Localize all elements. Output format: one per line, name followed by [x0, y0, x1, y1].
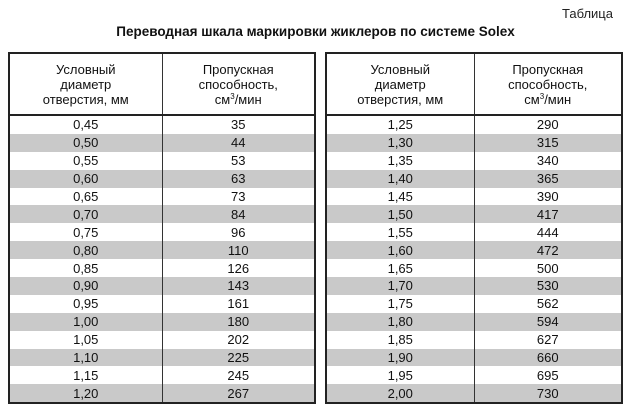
diameter-cell: 1,65 [327, 259, 474, 277]
diameter-cell: 0,45 [10, 115, 162, 134]
diameter-header-line2: диаметр [374, 76, 426, 92]
table-row [10, 366, 314, 384]
flow-cell: 340 [474, 152, 621, 170]
flow-cell: 660 [474, 349, 621, 367]
table-row [327, 223, 621, 241]
diameter-cell: 0,70 [10, 205, 162, 223]
flow-unit-rest: /мин [544, 91, 572, 107]
flow-cell: 225 [162, 349, 314, 367]
flow-cell: 730 [474, 384, 621, 402]
right-table-body [327, 115, 621, 402]
flow-cell: 500 [474, 259, 621, 277]
flow-cell: 96 [162, 223, 314, 241]
diameter-cell: 1,80 [327, 313, 474, 331]
flow-cell: 180 [162, 313, 314, 331]
table-row [10, 134, 314, 152]
flow-cell: 126 [162, 259, 314, 277]
table-row [10, 188, 314, 206]
flow-cell: 627 [474, 331, 621, 349]
flow-cell: 695 [474, 366, 621, 384]
diameter-cell: 1,00 [10, 313, 162, 331]
diameter-cell: 1,50 [327, 205, 474, 223]
left-table-panel [8, 52, 316, 404]
table-row [10, 205, 314, 223]
flow-cell: 63 [162, 170, 314, 188]
diameter-cell: 1,85 [327, 331, 474, 349]
flow-cell: 161 [162, 295, 314, 313]
table-row [327, 313, 621, 331]
flow-cell: 143 [162, 277, 314, 295]
header-row [10, 54, 314, 115]
table-row [327, 349, 621, 367]
diameter-cell: 1,60 [327, 241, 474, 259]
diameter-header [327, 54, 474, 115]
table-row [327, 170, 621, 188]
flow-cell: 315 [474, 134, 621, 152]
flow-cell: 73 [162, 188, 314, 206]
flow-unit-sup: 3 [230, 91, 235, 101]
diameter-cell: 0,90 [10, 277, 162, 295]
table-row [10, 384, 314, 402]
table-row [10, 331, 314, 349]
diameter-cell: 1,05 [10, 331, 162, 349]
table-row [10, 223, 314, 241]
left-jet-table [10, 54, 314, 402]
flow-cell: 110 [162, 241, 314, 259]
diameter-header-line3: отверстия, мм [357, 91, 444, 107]
table-row [10, 115, 314, 134]
diameter-header [10, 54, 162, 115]
table-row [10, 277, 314, 295]
diameter-cell: 1,20 [10, 384, 162, 402]
flow-header [162, 54, 314, 115]
diameter-cell: 1,15 [10, 366, 162, 384]
flow-cell: 245 [162, 366, 314, 384]
flow-header-line2: способность, [508, 76, 588, 92]
diameter-cell: 1,70 [327, 277, 474, 295]
page-title: Переводная шкала маркировки жиклеров по системе Solex [116, 24, 515, 39]
flow-header-line1: Пропускная [202, 61, 274, 77]
flow-cell: 472 [474, 241, 621, 259]
table-row [327, 241, 621, 259]
diameter-cell: 2,00 [327, 384, 474, 402]
diameter-cell: 0,50 [10, 134, 162, 152]
table-row [327, 152, 621, 170]
diameter-header-line1: Условный [55, 61, 116, 77]
diameter-cell: 1,95 [327, 366, 474, 384]
table-row [327, 205, 621, 223]
diameter-cell: 1,25 [327, 115, 474, 134]
flow-cell: 390 [474, 188, 621, 206]
diameter-cell: 0,75 [10, 223, 162, 241]
diameter-header-line3: отверстия, мм [42, 91, 129, 107]
header-row [327, 54, 621, 115]
flow-cell: 53 [162, 152, 314, 170]
diameter-cell: 0,95 [10, 295, 162, 313]
flow-cell: 290 [474, 115, 621, 134]
table-row [327, 188, 621, 206]
diameter-cell: 1,10 [10, 349, 162, 367]
diameter-cell: 0,55 [10, 152, 162, 170]
diameter-cell: 1,75 [327, 295, 474, 313]
flow-cell: 267 [162, 384, 314, 402]
table-row [10, 259, 314, 277]
table-row [327, 134, 621, 152]
flow-header-line2: способность, [198, 76, 278, 92]
table-row [10, 152, 314, 170]
table-row [327, 331, 621, 349]
flow-cell: 562 [474, 295, 621, 313]
table-row [327, 295, 621, 313]
table-row [10, 295, 314, 313]
flow-unit-base: см [214, 91, 231, 107]
flow-cell: 84 [162, 205, 314, 223]
flow-cell: 530 [474, 277, 621, 295]
flow-cell: 202 [162, 331, 314, 349]
diameter-cell: 1,40 [327, 170, 474, 188]
right-jet-table [327, 54, 621, 402]
diameter-cell: 0,80 [10, 241, 162, 259]
flow-unit-sup: 3 [539, 91, 545, 101]
diameter-cell: 1,30 [327, 134, 474, 152]
table-row [10, 313, 314, 331]
flow-cell: 417 [474, 205, 621, 223]
flow-cell: 365 [474, 170, 621, 188]
flow-unit-rest: /мин [234, 91, 262, 107]
flow-cell: 44 [162, 134, 314, 152]
table-caption: Таблица [562, 6, 613, 21]
diameter-cell: 0,85 [10, 259, 162, 277]
table-row [327, 115, 621, 134]
table-row [327, 366, 621, 384]
diameter-cell: 0,65 [10, 188, 162, 206]
diameter-cell: 1,90 [327, 349, 474, 367]
diameter-cell: 1,45 [327, 188, 474, 206]
table-row [10, 170, 314, 188]
table-row [327, 277, 621, 295]
flow-cell: 444 [474, 223, 621, 241]
flow-cell: 35 [162, 115, 314, 134]
diameter-cell: 1,35 [327, 152, 474, 170]
table-row [327, 384, 621, 402]
flow-unit-base: см [524, 91, 540, 107]
flow-header [474, 54, 621, 115]
table-row [10, 241, 314, 259]
right-table-panel [325, 52, 623, 404]
table-row [327, 259, 621, 277]
diameter-cell: 1,55 [327, 223, 474, 241]
flow-cell: 594 [474, 313, 621, 331]
diameter-header-line1: Условный [370, 61, 431, 77]
diameter-header-line2: диаметр [60, 76, 112, 92]
table-row [10, 349, 314, 367]
left-table-body [10, 115, 314, 402]
flow-header-line1: Пропускная [512, 61, 584, 77]
diameter-cell: 0,60 [10, 170, 162, 188]
